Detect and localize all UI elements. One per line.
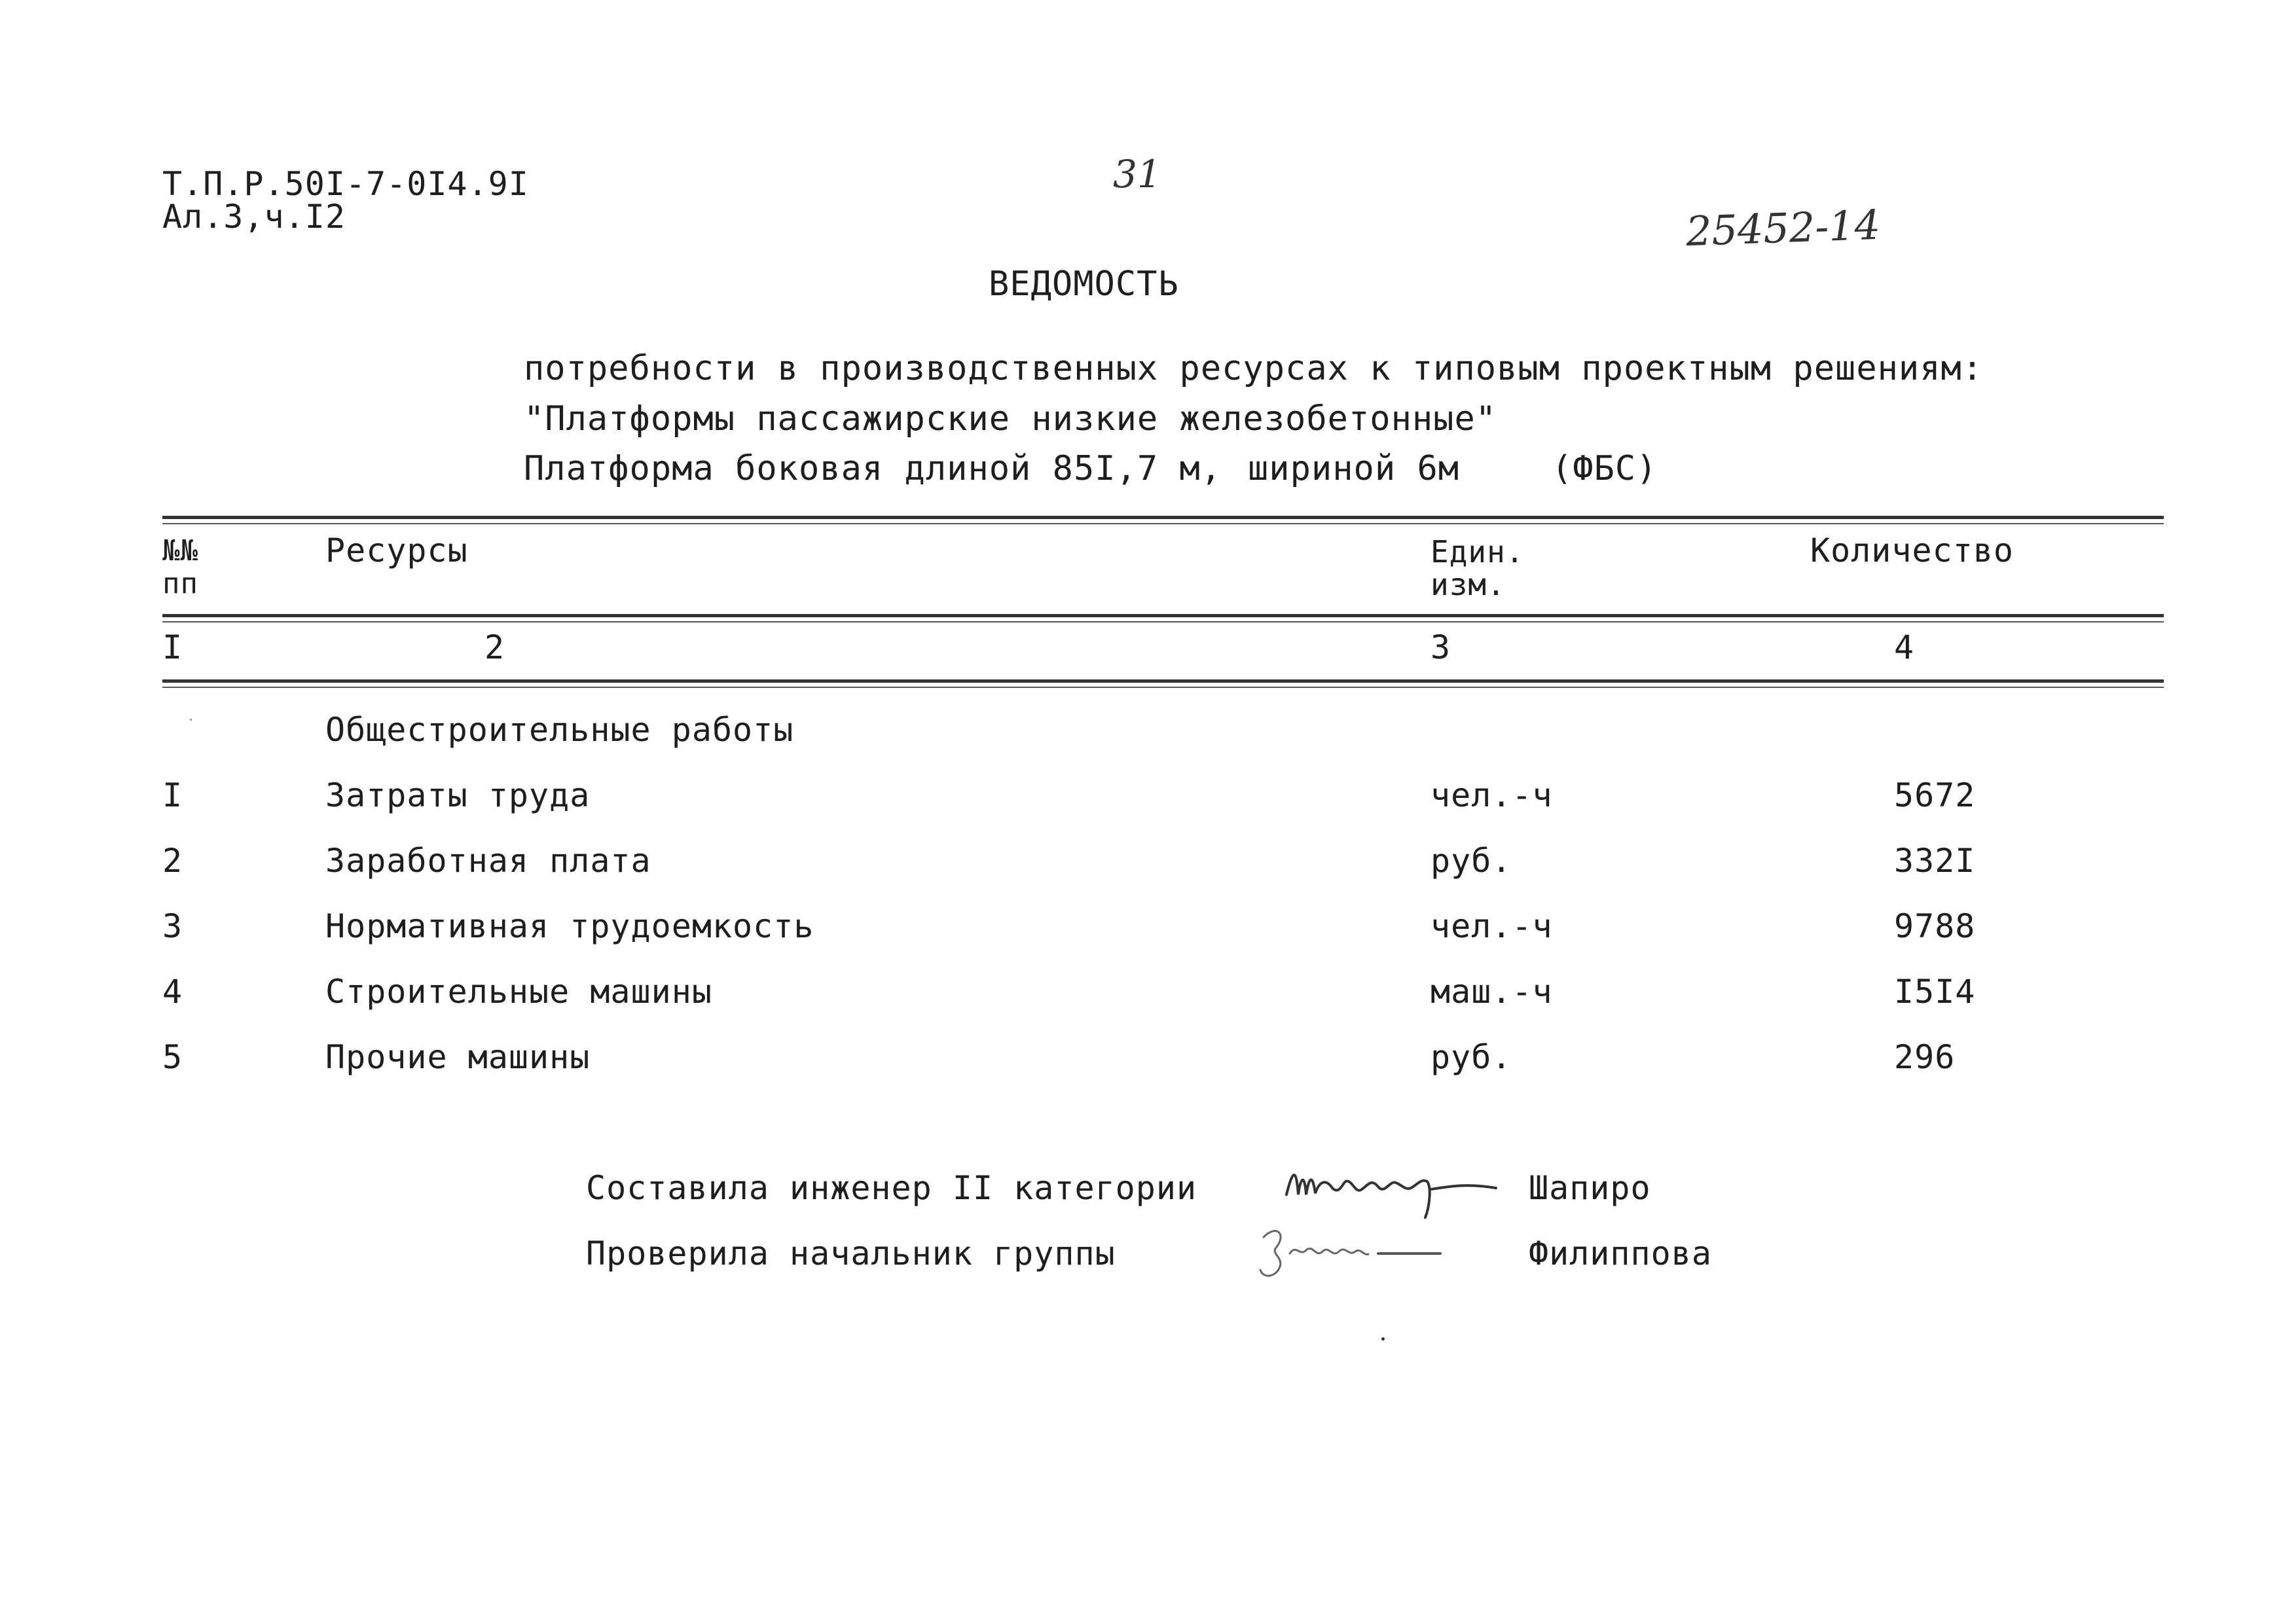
page-number: 31 (1113, 152, 1161, 196)
document-code: Т.П.Р.50I-7-0I4.9I (162, 165, 529, 203)
subtitle-line-2: "Платформы пассажирские низкие железобетонные" (524, 399, 1497, 439)
table-row (0, 973, 2296, 1019)
row-number: 4 (162, 973, 183, 1011)
header-quantity: Количество (1810, 532, 2014, 569)
header-resources: Ресурсы (325, 532, 468, 569)
row-resource: Строительные машины (325, 973, 712, 1011)
header-num-line1: №№ (162, 534, 198, 568)
row-quantity: 332I (1894, 842, 1976, 880)
row-unit: маш.-ч (1430, 973, 1553, 1011)
column-number-4: 4 (1894, 628, 1915, 666)
subtitle-line-1: потребности в производственных ресурсах к типовым проектным решениям: (524, 349, 1984, 388)
column-numbers-bottom-rule (162, 679, 2164, 683)
row-resource: Затраты труда (325, 776, 591, 814)
column-number-1: I (162, 628, 183, 666)
compiled-by-name: Шапиро (1529, 1169, 1651, 1207)
row-unit: руб. (1430, 1038, 1512, 1076)
subtitle-line-3: Платформа боковая длиной 85I,7 м, (524, 449, 1222, 488)
row-number: 2 (162, 842, 183, 880)
header-unit-line1: Един. (1430, 534, 1525, 569)
checked-by-label: Проверила начальник группы (586, 1235, 1116, 1272)
column-numbers-bottom-rule-thin (162, 687, 2164, 688)
table-row (0, 776, 2296, 822)
row-resource: Нормативная трудоемкость (325, 907, 814, 945)
stray-dot (190, 719, 192, 721)
header-num-line2: пп (162, 567, 198, 600)
row-quantity: 296 (1894, 1038, 1956, 1076)
checked-by-name: Филиппова (1529, 1235, 1712, 1272)
signature-shapiro-icon (1280, 1149, 1503, 1221)
section-title: Общестроительные работы (325, 711, 794, 749)
header-bottom-rule (162, 614, 2164, 617)
compiled-by-label: Составила инженер II категории (586, 1169, 1197, 1207)
row-number: 3 (162, 907, 183, 945)
table-row (0, 907, 2296, 953)
row-number: 5 (162, 1038, 183, 1076)
row-quantity: I5I4 (1894, 973, 1976, 1011)
row-unit: руб. (1430, 842, 1512, 880)
signature-filippova-icon (1250, 1218, 1447, 1290)
row-unit: чел.-ч (1430, 776, 1553, 814)
row-quantity: 9788 (1894, 907, 1976, 945)
subtitle-width: шириной 6м (1248, 449, 1460, 488)
document-section: Ал.3,ч.I2 (162, 198, 346, 236)
inventory-number: 25452-14 (1685, 200, 1882, 256)
row-resource: Прочие машины (325, 1038, 591, 1076)
row-unit: чел.-ч (1430, 907, 1553, 945)
header-bottom-rule-thin (162, 621, 2164, 623)
table-top-rule-thin (162, 523, 2164, 524)
table-top-rule (162, 516, 2164, 519)
stray-dot (1381, 1337, 1385, 1341)
table-row (0, 842, 2296, 888)
row-quantity: 5672 (1894, 776, 1976, 814)
subtitle-code: (ФБС) (1552, 449, 1658, 488)
row-number: I (162, 776, 183, 814)
row-resource: Заработная плата (325, 842, 651, 880)
header-unit-line2: изм. (1430, 567, 1506, 602)
column-number-2: 2 (484, 628, 505, 666)
column-number-3: 3 (1430, 628, 1451, 666)
page-title: ВЕДОМОСТЬ (989, 264, 1179, 304)
table-row (0, 1038, 2296, 1084)
